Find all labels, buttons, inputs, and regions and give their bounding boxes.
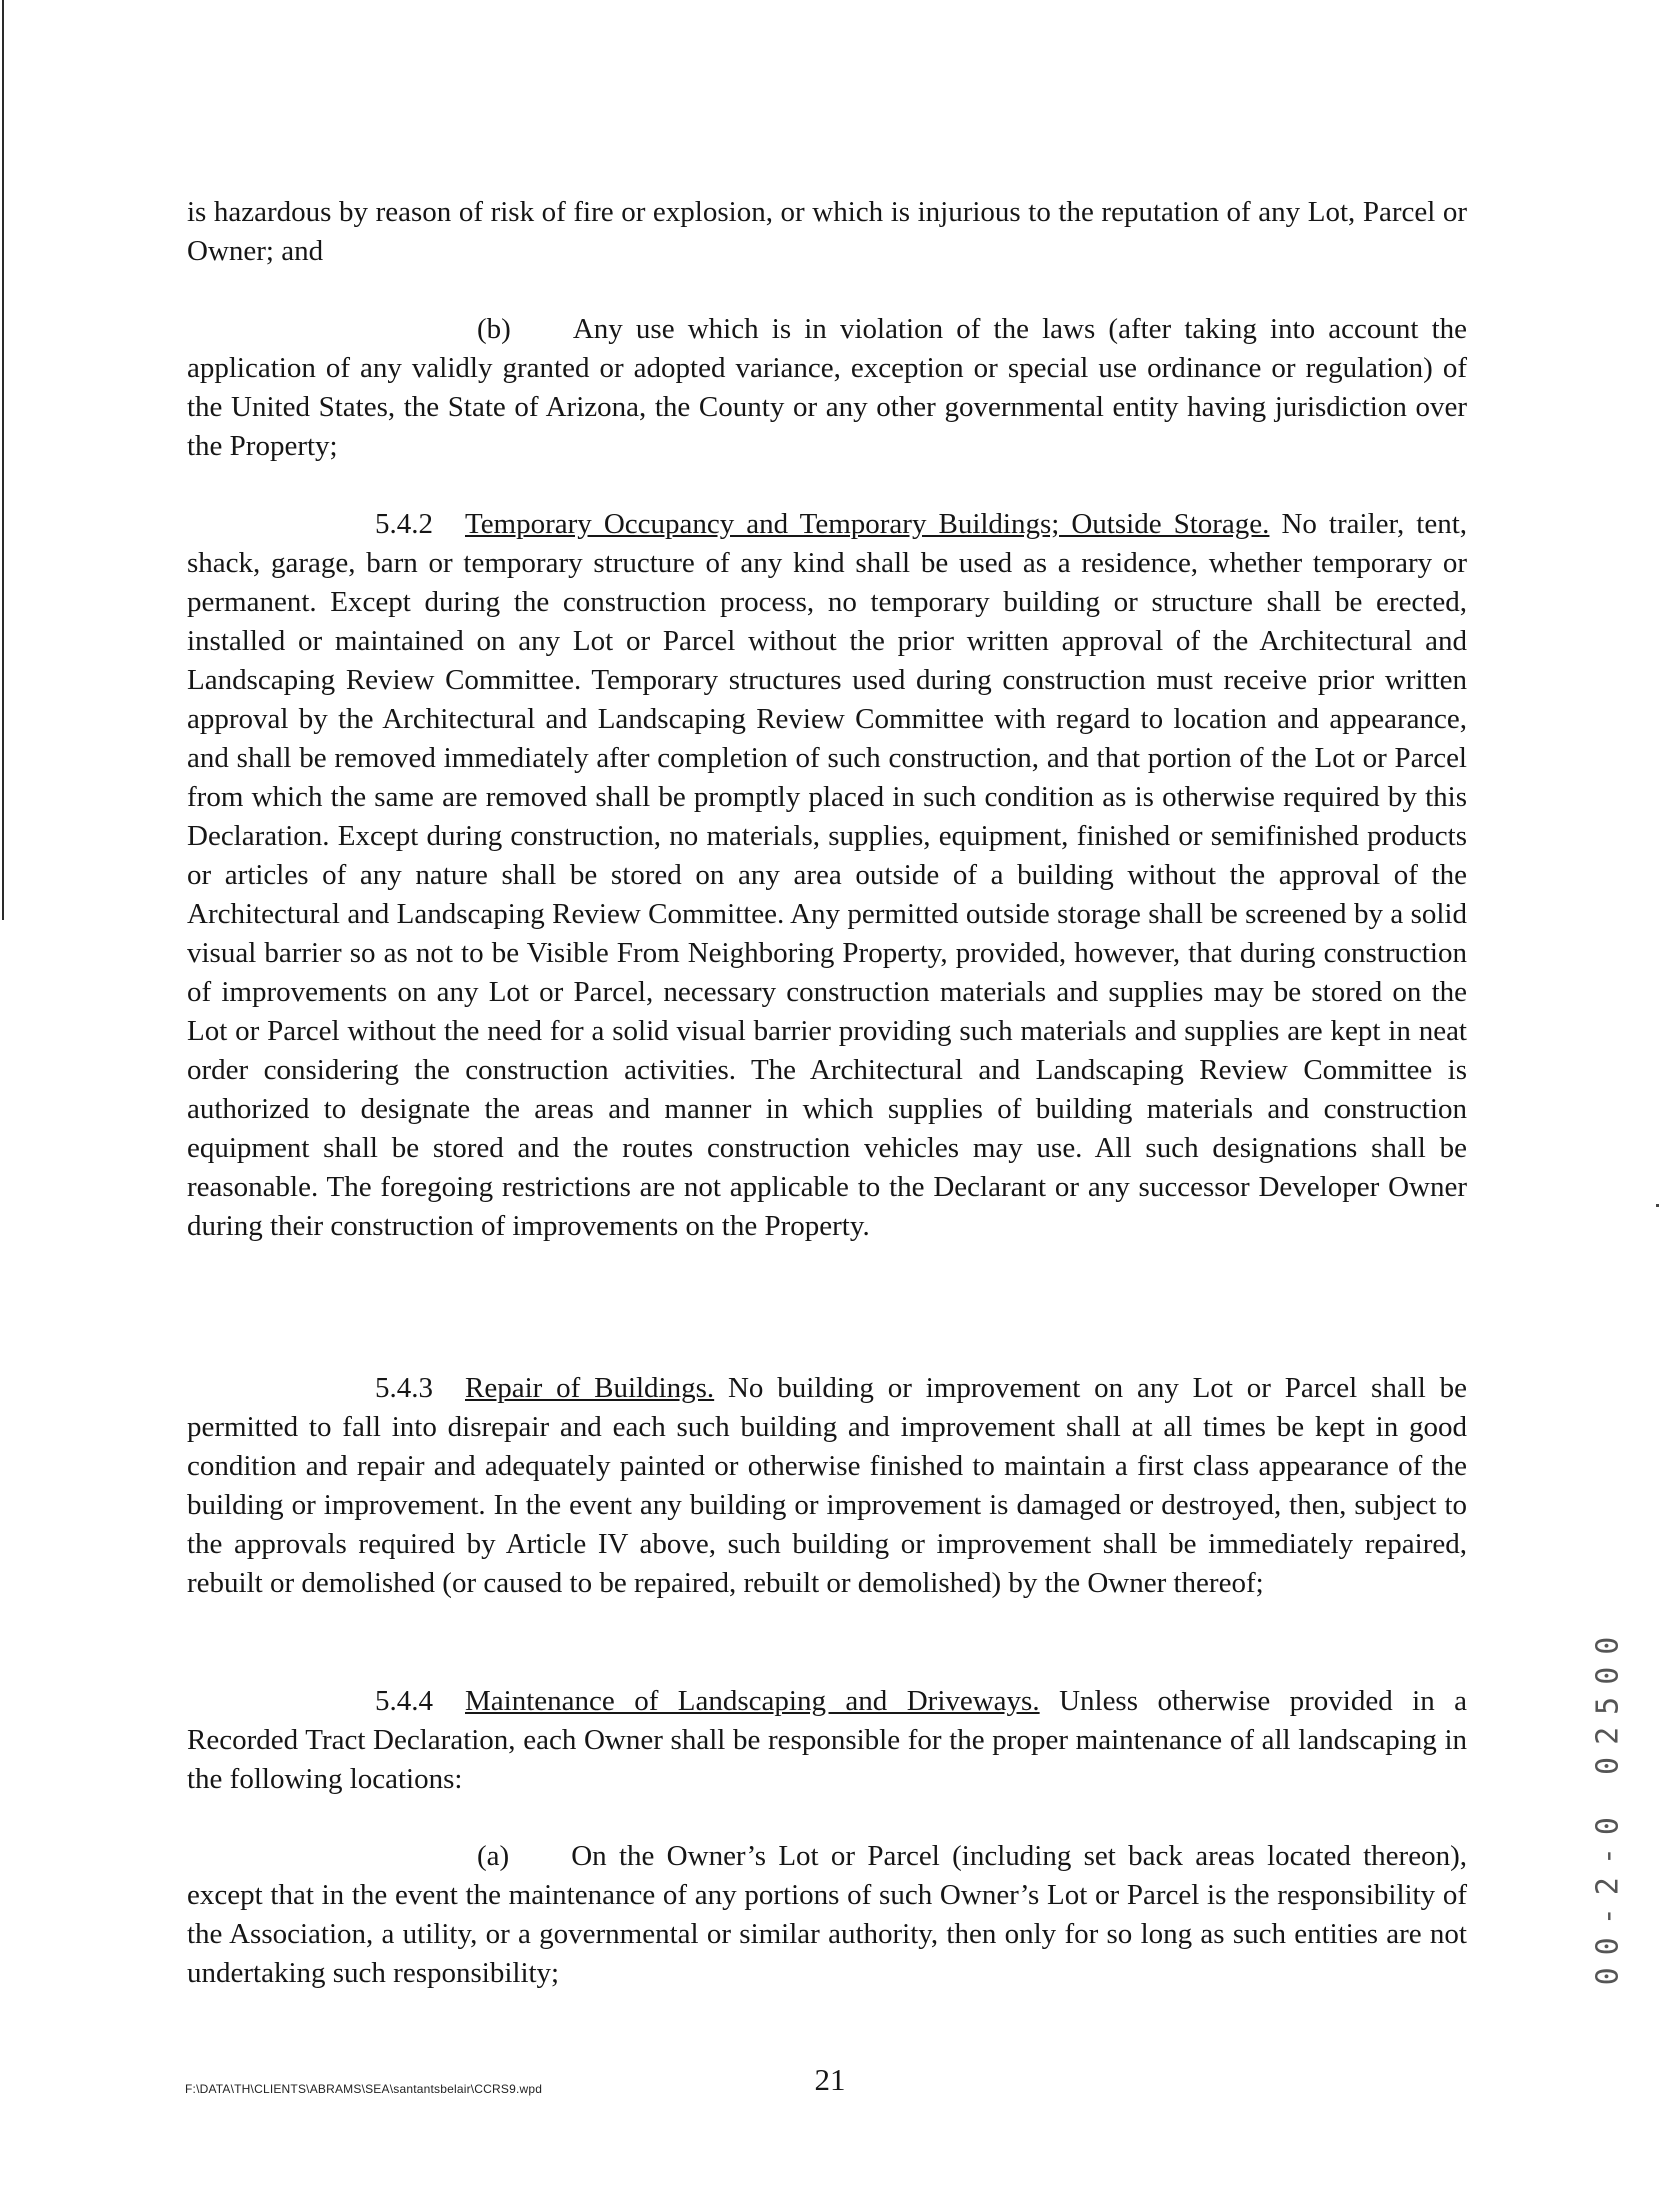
scan-speck [1656, 1204, 1659, 1207]
section-body: No building or improvement on any Lot or Parcel shall be permitted to fall into disrepair and each such building and improvement shall at all times be kept in good condition and repair and adequately painted or otherwise finished to maintain a first class appearance of the building or improvement. In the event any building or improvement is damaged or destroyed, then, subject to the approvals required by Article IV above, such building or improvement shall be immediately repaired, rebuilt or demolished (or caused to be repaired, rebuilt or demolished) by the Owner thereof; [187, 1372, 1467, 1599]
section-number: 5.4.2 [375, 508, 433, 540]
footer-file-path: F:\DATA\TH\CLIENTS\ABRAMS\SEA\santantsbelair\CCRS9.wpd [185, 2082, 543, 2096]
section-number: 5.4.4 [375, 1685, 433, 1717]
paragraph-continuation [187, 193, 1467, 271]
section-5-4-3 [187, 1369, 1467, 1603]
page-number: 21 [814, 2062, 846, 2097]
section-title: Temporary Occupancy and Temporary Buildings; Outside Storage. [465, 508, 1270, 540]
clause-label-b: (b) [477, 313, 511, 345]
section-number: 5.4.3 [375, 1372, 433, 1404]
section-5-4-2 [187, 505, 1467, 1246]
section-title: Repair of Buildings. [465, 1372, 715, 1404]
section-title: Maintenance of Landscaping and Driveways. [465, 1685, 1040, 1717]
section-5-4-4 [187, 1682, 1467, 1799]
scan-edge-line [2, 0, 4, 920]
section-body: Unless otherwise provided in a Recorded Tract Declaration, each Owner shall be responsible for the proper maintenance of all landscaping in the following locations: [187, 1685, 1468, 1795]
section-body: No trailer, tent, shack, garage, barn or temporary structure of any kind shall be used as a residence, whether temporary or permanent. Except during the construction process, no temporary building or structure shall be erected, installed or maintained on any Lot or Parcel without the prior written approval of the Architectural and Landscaping Review Committee. Temporary structures used during construction must receive prior written approval by the Architectural and Landscaping Review Committee with regard to location and appearance, and shall be removed immediately after completion of such construction, and that portion of the Lot or Parcel from which the same are removed shall be promptly placed in such condition as is otherwise required by this Declaration. Except during construction, no materials, supplies, equipment, finished or semifinished products or articles of any nature shall be stored on any area outside of a building without the approval of the Architectural and Landscaping Review Committee. Any permitted outside storage shall be screened by a solid visual barrier so as not to be Visible From Neighboring Property, provided, however, that during construction of improvements on any Lot or Parcel, necessary construction materials and supplies may be stored on the Lot or Parcel without the need for a solid visual barrier providing such materials and supplies are kept in neat order considering the construction activities. The Architectural and Landscaping Review Committee is authorized to designate the areas and manner in which supplies of building materials and construction equipment shall be stored and the routes construction vehicles may use. All such designations shall be reasonable. The foregoing restrictions are not applicable to the Declarant or any successor Developer Owner during their construction of improvements on the Property. [187, 508, 1468, 1242]
paragraph-b [187, 310, 1467, 466]
paragraph-text: is hazardous by reason of risk of fire or explosion, or which is injurious to the reputation of any Lot, Parcel or Owner; and [187, 196, 1467, 267]
stamp-text: 00-2-0 02500 [1590, 1624, 1626, 1986]
paragraph-text: Any use which is in violation of the laws (after taking into account the application of any validly granted or adopted variance, exception or special use ordinance or regulation) of the United States, the State of Arizona, the County or any other governmental entity having jurisdiction over the Property; [187, 313, 1467, 462]
paragraph-text: On the Owner’s Lot or Parcel (including set back areas located thereon), except that in the event the maintenance of any portions of such Owner’s Lot or Parcel is the responsibility of the Association, a utility, or a governmental or similar authority, then only for so long as such entities are not undertaking such responsibility; [187, 1840, 1467, 1989]
clause-label-a: (a) [477, 1840, 510, 1872]
paragraph-a [187, 1837, 1467, 1993]
recording-stamp [1588, 1565, 1628, 2045]
